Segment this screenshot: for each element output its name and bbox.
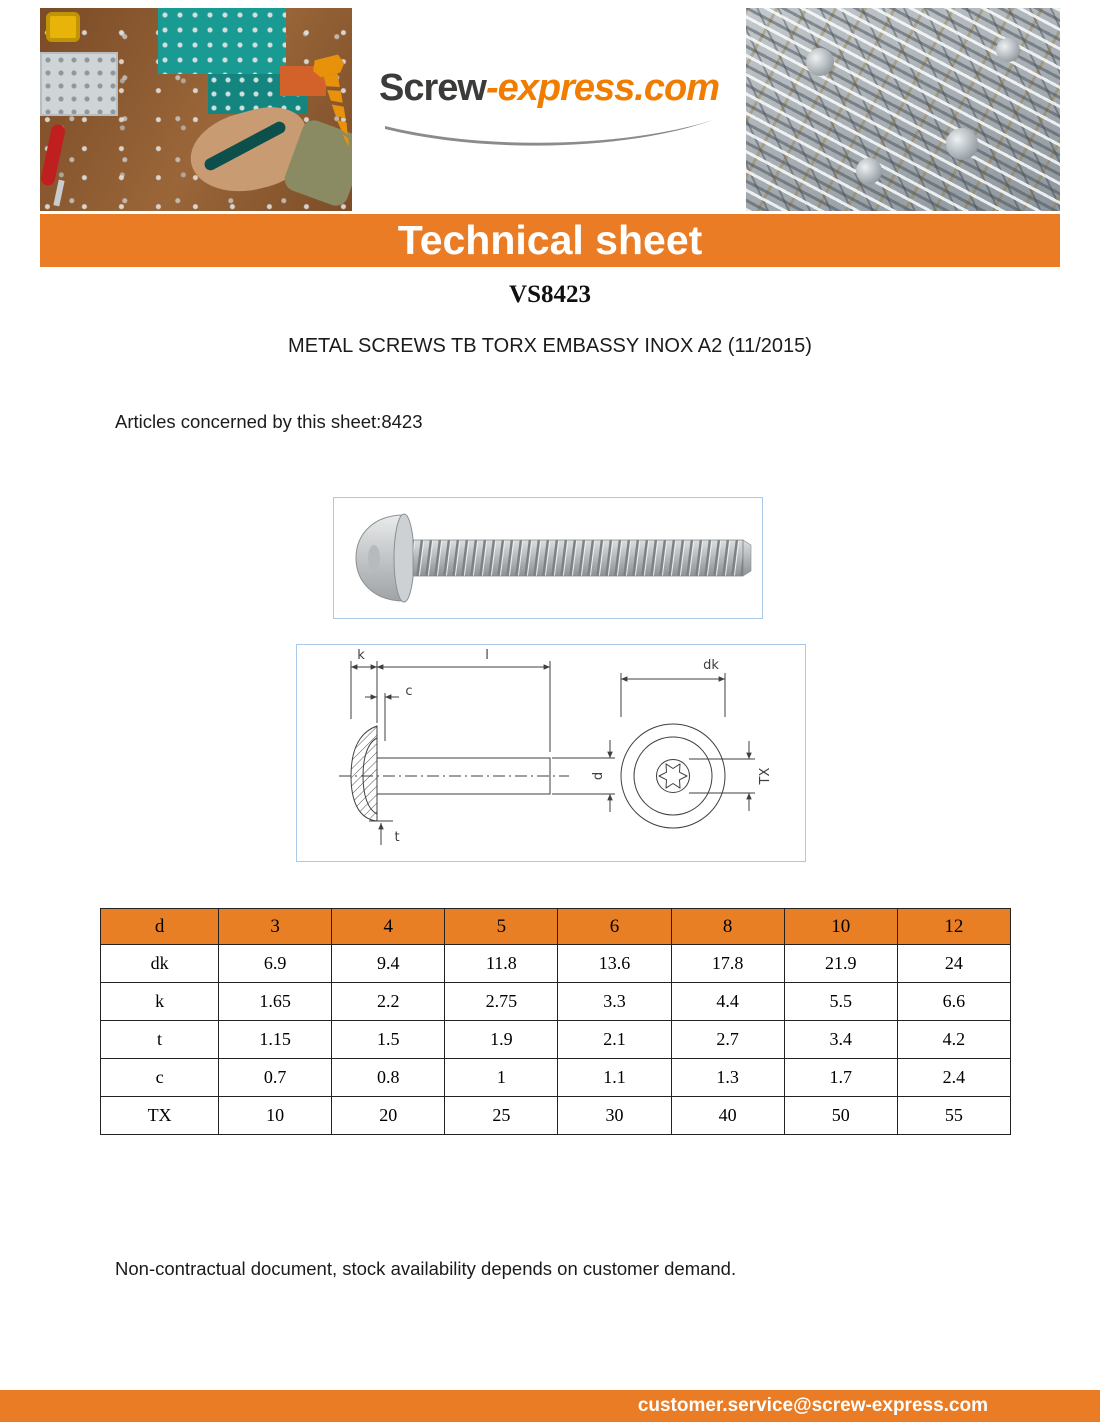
spec-cell: 0.8 <box>332 1059 445 1097</box>
spec-cell: 40 <box>671 1097 784 1135</box>
spec-row <box>101 983 1011 1021</box>
tape-measure-decor <box>46 12 80 42</box>
screw-head-decor <box>946 128 978 160</box>
screw-head-decor <box>806 48 834 76</box>
spec-col-header: 6 <box>558 909 671 945</box>
spec-col-header: 8 <box>671 909 784 945</box>
product-image-frame <box>333 497 763 619</box>
spec-row-label: t <box>101 1021 219 1059</box>
spec-row-label: TX <box>101 1097 219 1135</box>
document-reference: VS8423 <box>509 281 591 308</box>
spec-cell: 6.6 <box>897 983 1010 1021</box>
spec-cell: 55 <box>897 1097 1010 1135</box>
screw-tray-decor <box>40 52 118 116</box>
spec-cell: 5.5 <box>784 983 897 1021</box>
screw-head-decor <box>856 158 882 184</box>
spec-cell: 50 <box>784 1097 897 1135</box>
spec-cell: 4.4 <box>671 983 784 1021</box>
spec-row-label: dk <box>101 945 219 983</box>
dim-label-t: t <box>394 830 400 845</box>
torx-recess-icon <box>659 764 687 788</box>
technical-drawing-frame <box>296 644 806 862</box>
spec-col-header: 4 <box>332 909 445 945</box>
dim-label-dk: dk <box>703 658 719 673</box>
logo-swoosh-decor <box>379 116 719 152</box>
technical-drawing <box>297 645 805 861</box>
contact-email-link[interactable]: customer.service@screw-express.com <box>637 1395 988 1416</box>
spec-header-row <box>101 909 1011 945</box>
dim-label-k: k <box>357 648 365 663</box>
dim-label-tx: TX <box>758 767 773 785</box>
brand-logo <box>352 8 746 211</box>
spec-col-header: 5 <box>445 909 558 945</box>
spec-row <box>101 1059 1011 1097</box>
technical-sheet-banner <box>40 214 1060 267</box>
spec-cell: 30 <box>558 1097 671 1135</box>
spec-row <box>101 1021 1011 1059</box>
spec-cell: 1.3 <box>671 1059 784 1097</box>
spec-row-label: k <box>101 983 219 1021</box>
logo-wordmark <box>379 67 719 110</box>
spec-cell: 25 <box>445 1097 558 1135</box>
screw-product-image <box>334 498 762 618</box>
spec-cell: 2.4 <box>897 1059 1010 1097</box>
spec-col-d-header: d <box>101 909 219 945</box>
dim-label-d: d <box>591 771 606 781</box>
spec-row-label: c <box>101 1059 219 1097</box>
header-photo-workbench <box>40 8 352 211</box>
spec-cell: 1.9 <box>445 1021 558 1059</box>
spec-cell: 1.5 <box>332 1021 445 1059</box>
spec-cell: 1.7 <box>784 1059 897 1097</box>
spec-cell: 6.9 <box>219 945 332 983</box>
spec-cell: 20 <box>332 1097 445 1135</box>
spec-cell: 11.8 <box>445 945 558 983</box>
spec-cell: 1.15 <box>219 1021 332 1059</box>
header-photo-screws <box>746 8 1060 211</box>
spec-body <box>101 945 1011 1135</box>
spec-col-header: 12 <box>897 909 1010 945</box>
teal-organizer-decor <box>158 8 286 74</box>
spec-cell: 4.2 <box>897 1021 1010 1059</box>
document-title: METAL SCREWS TB TORX EMBASSY INOX A2 (11/2015) <box>288 335 812 357</box>
spec-cell: 13.6 <box>558 945 671 983</box>
spec-col-header: 3 <box>219 909 332 945</box>
dim-label-c: c <box>405 684 413 699</box>
footer-bar <box>0 1390 1100 1422</box>
spec-cell: 17.8 <box>671 945 784 983</box>
spec-cell: 24 <box>897 945 1010 983</box>
screwdriver-decor <box>40 123 66 187</box>
spec-cell: 3.3 <box>558 983 671 1021</box>
articles-concerned-line: Articles concerned by this sheet:8423 <box>115 411 423 432</box>
spec-cell: 2.2 <box>332 983 445 1021</box>
spec-table <box>100 908 1011 1135</box>
spec-cell: 3.4 <box>784 1021 897 1059</box>
spec-col-header: 10 <box>784 909 897 945</box>
spec-cell: 21.9 <box>784 945 897 983</box>
dim-label-l: l <box>485 648 489 663</box>
banner-title: Technical sheet <box>397 217 703 263</box>
spec-cell: 1.1 <box>558 1059 671 1097</box>
spec-row <box>101 1097 1011 1135</box>
spec-cell: 10 <box>219 1097 332 1135</box>
non-contractual-note: Non-contractual document, stock availability depends on customer demand. <box>115 1258 737 1279</box>
spec-cell: 1.65 <box>219 983 332 1021</box>
spec-cell: 1 <box>445 1059 558 1097</box>
spec-row <box>101 945 1011 983</box>
spec-cell: 2.7 <box>671 1021 784 1059</box>
spec-cell: 9.4 <box>332 945 445 983</box>
screwdriver-tip-decor <box>53 180 64 207</box>
spec-cell: 0.7 <box>219 1059 332 1097</box>
spec-cell: 2.75 <box>445 983 558 1021</box>
spec-cell: 2.1 <box>558 1021 671 1059</box>
logo-text-express: -express.com <box>485 67 719 109</box>
screw-head-decor <box>996 38 1020 62</box>
logo-text-screw: Screw <box>379 67 486 109</box>
